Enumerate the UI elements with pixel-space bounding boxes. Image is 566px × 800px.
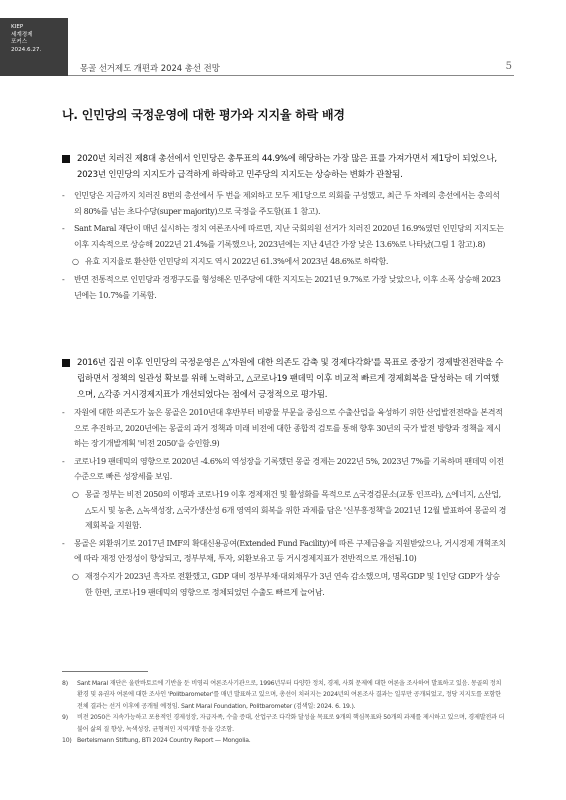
square-bullet-icon xyxy=(62,359,70,367)
dash-bullet-icon: - xyxy=(62,538,65,548)
footnote-text: Sant Maral 재단은 울란바토르에 기반을 둔 비영리 여론조사기관으로, 1996년부터 다양한 정치, 경제, 사회 문제에 대한 여론을 조사하여 발표하고 있음. 몽골의 정치환경 및 유권자 여론에 대한 조사인 'Politbarometer'를 매년 발표하고 있으며, 총선이 치러지는 2024년의 여론조사 결과는 일부만 공개되었고, 정당 지지도를 포함한 전체 결과는 선거 이후에 공개될 예정임. Sant Maral Foundation, Politbarometer (검색일: 2024. 6. 19.). xyxy=(77,680,502,710)
bullet-item xyxy=(62,405,506,452)
square-bullet-icon xyxy=(62,155,70,163)
bullet-text: 코로나19 팬데믹의 영향으로 2020년 -4.6%의 역성장을 기록했던 몽골 경제는 2022년 5%, 2023년 7%를 기록하며 팬데믹 이전 수준으로 빠른 성장세를 보임. xyxy=(74,456,504,482)
bullet-text: 유효 지지율로 환산한 인민당의 지지도 역시 2022년 61.3%에서 2023년 48.6%로 하락함. xyxy=(85,257,389,267)
footnotes xyxy=(62,678,506,746)
bullet-item xyxy=(62,221,506,252)
bullet-item xyxy=(62,454,506,485)
page-number: 5 xyxy=(505,61,512,72)
footnote-number: 8) xyxy=(62,680,68,687)
footnote xyxy=(62,735,506,746)
lead-paragraph xyxy=(62,355,506,403)
footnote-text: 비전 2050은 지속가능하고 포용적인 경제성장, 자급자족, 수출 증대, 산업구조 다각화 달성을 목표로 9개의 핵심목표와 50개의 과제를 제시하고 있으며, 경제발전과 더불어 삶의 질 향상, 녹색성장, 균형적인 지역개발 등을 강조함. xyxy=(77,714,505,733)
running-header-title: 몽골 선거제도 개편과 2024 총선 전망 xyxy=(80,63,220,73)
footnote xyxy=(62,678,506,712)
dash-bullet-icon: - xyxy=(62,274,65,284)
bullet-text: 몽골은 외환위기로 2017년 IMF의 확대신용공여(Extended Fund Facility)에 따른 구제금융을 지원받았으나, 거시경제 개혁조치에 따라 재정 안정성이 향상되고, 정부부채, 투자, 외환보유고 등 거시경제지표가 전반적으로 개선됨.10) xyxy=(74,538,506,564)
footnote-divider xyxy=(62,671,148,672)
footnote-number: 9) xyxy=(62,714,68,722)
sub-bullet-item xyxy=(62,254,506,270)
sub-bullet-item xyxy=(62,487,506,534)
bullet-text: 인민당은 지금까지 치러진 8번의 총선에서 두 번을 제외하고 모두 제1당으로 의회를 구성했고, 최근 두 차례의 총선에서는 총의석의 80%를 넘는 초다수당(super majority)으로 국정을 주도함(표 1 참고). xyxy=(74,191,500,216)
block-1 xyxy=(62,151,506,303)
footnote-text: Bertelsmann Stiftung, BTI 2024 Country Report — Mongolia. xyxy=(77,737,251,745)
badge-line: KIEP xyxy=(11,24,24,30)
lead-paragraph xyxy=(62,151,506,183)
dash-bullet-icon: - xyxy=(62,408,65,417)
header-divider xyxy=(68,75,514,76)
dash-bullet-icon: - xyxy=(62,191,65,200)
report-badge xyxy=(0,18,68,76)
badge-line: 포커스 xyxy=(11,39,28,46)
bullet-text: 몽골 정부는 비전 2050의 이행과 코로나19 이후 경제재건 및 활성화를 목적으로 △국경검문소(교통 인프라), △에너지, △산업, △도시 및 농촌, △녹색성장, △국가생산성 6개 영역의 회복을 위한 과제를 담은 '신부흥정책'을 2021년 12월 발표하여 몽골의 경제회복을 지원함. xyxy=(85,489,506,531)
section-title: 나. 인민당의 국정운영에 대한 평가와 지지율 하락 배경 xyxy=(62,108,345,122)
bullet-text: 반면 전통적으로 인민당과 경쟁구도를 형성해온 민주당에 대한 지지도는 2021년 9.7%로 가장 낮았으나, 이후 소폭 상승해 2023년에는 10.7%를 기록함. xyxy=(74,274,501,300)
bullet-item xyxy=(62,188,506,219)
bullet-text: Sant Maral 재단이 매년 실시하는 정치 여론조사에 따르면, 지난 국회의원 선거가 치러진 2020년 16.9%였던 인민당의 지지도는 이후 지속적으로 상승해 2022년 21.4%를 기록했으나, 2023년에는 지난 4년간 가장 낮은 13.6%로 나타났(그림 1 참고).8) xyxy=(74,224,504,249)
circle-bullet-icon: ○ xyxy=(72,571,79,581)
dash-bullet-icon: - xyxy=(62,456,65,466)
bullet-text: 재정수지가 2023년 흑자로 전환했고, GDP 대비 정부부채·대외채무가 3년 연속 감소했으며, 명목GDP 및 1인당 GDP가 상승한 한편, 코로나19 팬데믹의 영향으로 정체되었던 수출도 빠르게 늘어남. xyxy=(85,571,500,597)
badge-line: 2024.6.27. xyxy=(11,46,42,53)
footnote xyxy=(62,712,506,735)
lead-text: 2016년 집권 이후 인민당의 국정운영은 △'자원에 대한 의존도 감축 및 경제다각화'를 목표로 중장기 경제발전전략을 수립하면서 정책의 일관성 확보를 위해 노력하고, △코로나19 팬데믹 이후 비교적 빠르게 경제회복을 달성하는 데 기여했으며, △각종 거시경제지표가 개선되었다는 점에서 긍정적으로 평가됨. xyxy=(77,358,504,400)
bullet-item xyxy=(62,536,506,567)
bullet-text: 자원에 대한 의존도가 높은 몽골은 2010년대 후반부터 비광물 부문을 중심으로 수출산업을 육성하기 위한 산업발전전략을 본격적으로 추진하고, 2020년에는 몽골의 과거 정책과 미래 비전에 대한 종합적 검토를 통해 향후 30년의 국가 발전 방향과 정책을 제시하는 장기개발계획 '비전 2050'을 승인함.9) xyxy=(74,408,503,449)
circle-bullet-icon: ○ xyxy=(72,257,79,267)
sub-bullet-item xyxy=(62,569,506,600)
circle-bullet-icon: ○ xyxy=(72,489,79,499)
badge-line: 세계경제 xyxy=(11,31,33,38)
bullet-item xyxy=(62,272,506,303)
dash-bullet-icon: - xyxy=(62,224,65,234)
block-2 xyxy=(62,355,506,600)
lead-text: 2020년 치러진 제8대 총선에서 인민당은 총투표의 44.9%에 해당하는 가장 많은 표를 가져가면서 제1당이 되었으나, 2023년 인민당의 지지도가 급격하게 하락하고 민주당의 지지도는 상승하는 변화가 관찰됨. xyxy=(77,154,497,180)
footnote-number: 10) xyxy=(62,737,72,745)
